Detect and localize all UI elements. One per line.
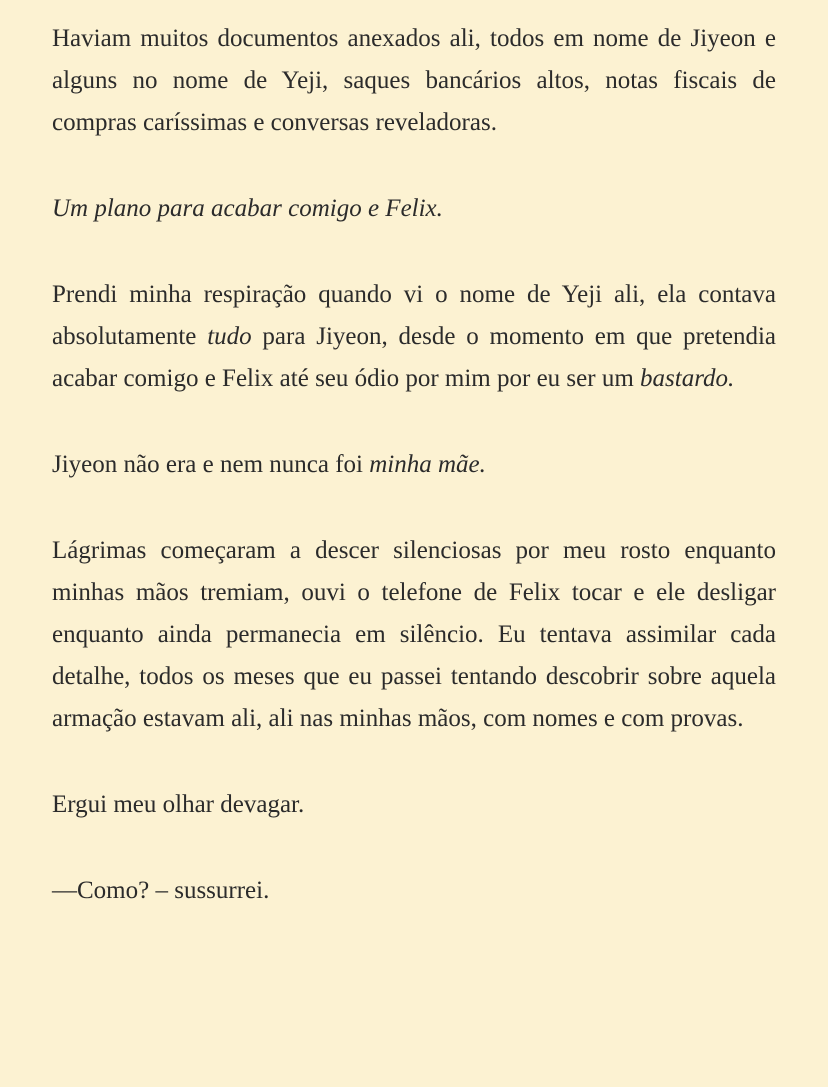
paragraph-3 xyxy=(52,274,776,400)
paragraph-3-text-a: Prendi minha respiração quando vi o nome de Yeji ali, ela contava absolutamente xyxy=(52,281,776,350)
paragraph-4 xyxy=(52,444,776,486)
paragraph-2-italic: Um plano para acabar comigo e Felix. xyxy=(52,195,443,222)
document-body xyxy=(52,18,776,956)
paragraph-4-text: Jiyeon não era e nem nunca foi xyxy=(52,451,370,478)
paragraph-1: Haviam muitos documentos anexados ali, todos em nome de Jiyeon e alguns no nome de Yeji, saques bancários altos, notas fiscais de compras caríssimas e conversas reveladoras. xyxy=(52,25,776,136)
paragraph-5: Lágrimas começaram a descer silenciosas por meu rosto enquanto minhas mãos tremiam, ouvi o telefone de Felix tocar e ele desligar enquanto ainda permanecia em silêncio. Eu tentava assimilar cada detalhe, todos os meses que eu passei tentando descobrir sobre aquela armação estavam ali, ali nas minhas mãos, com nomes e com provas. xyxy=(52,537,776,732)
paragraph-3-emphasis-bastardo: bastardo. xyxy=(640,365,735,392)
paragraph-3-text-b: para Jiyeon, desde o momento em que pretendia acabar comigo e Felix até seu ódio por mim por eu ser um xyxy=(52,323,776,392)
paragraph-6: Ergui meu olhar devagar. xyxy=(52,791,305,818)
paragraph-4-emphasis-minha-mae: minha mãe. xyxy=(369,451,486,478)
paragraph-3-emphasis-tudo: tudo xyxy=(207,323,252,350)
paragraph-7-dialogue: —Como? – sussurrei. xyxy=(52,877,270,904)
